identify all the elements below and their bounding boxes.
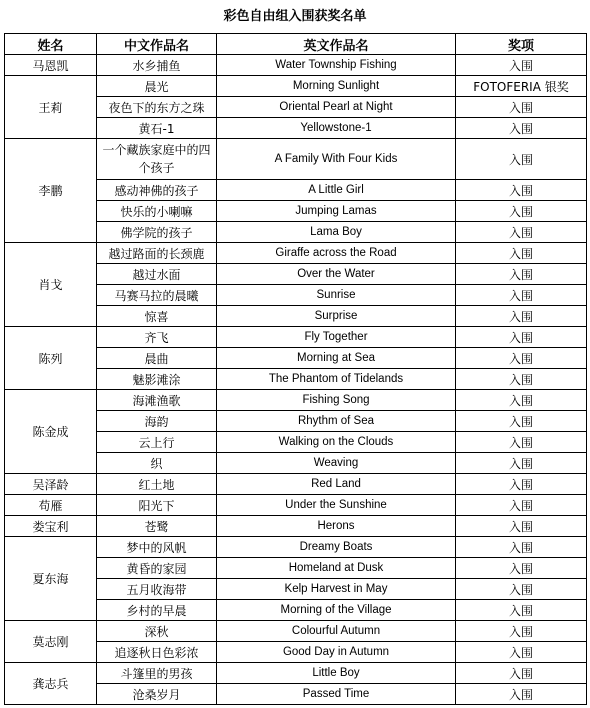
cell-photographer-name: 肖戈	[5, 243, 97, 327]
cell-english-title: Morning at Sea	[217, 348, 456, 369]
table-row	[5, 474, 587, 495]
cell-chinese-title: 沧桑岁月	[97, 684, 217, 705]
cell-english-title: Morning of the Village	[217, 600, 456, 621]
table-row	[5, 76, 587, 97]
table-row	[5, 537, 587, 558]
table-body	[5, 55, 587, 705]
cell-english-title: Colourful Autumn	[217, 621, 456, 642]
cell-english-title: A Family With Four Kids	[217, 139, 456, 180]
cell-award: 入围	[456, 97, 587, 118]
cell-chinese-title: 一个藏族家庭中的四个孩子	[97, 139, 217, 180]
cell-award: 入围	[456, 55, 587, 76]
cell-chinese-title: 五月收海带	[97, 579, 217, 600]
table-row	[5, 516, 587, 537]
cell-award: 入围	[456, 558, 587, 579]
cell-english-title: Sunrise	[217, 285, 456, 306]
cell-english-title: Yellowstone-1	[217, 118, 456, 139]
cell-english-title: The Phantom of Tidelands	[217, 369, 456, 390]
cell-chinese-title: 苍鹭	[97, 516, 217, 537]
cell-award: 入围	[456, 327, 587, 348]
table-row	[5, 55, 587, 76]
cell-photographer-name: 苟雁	[5, 495, 97, 516]
cell-chinese-title: 斗篷里的男孩	[97, 663, 217, 684]
cell-chinese-title: 黄石-1	[97, 118, 217, 139]
table-row	[5, 327, 587, 348]
table-row	[5, 390, 587, 411]
cell-award: 入围	[456, 222, 587, 243]
table-row	[5, 621, 587, 642]
cell-award: 入围	[456, 118, 587, 139]
cell-english-title: A Little Girl	[217, 180, 456, 201]
cell-english-title: Morning Sunlight	[217, 76, 456, 97]
cell-award: 入围	[456, 411, 587, 432]
cell-photographer-name: 陈金成	[5, 390, 97, 474]
cell-chinese-title: 越过路面的长颈鹿	[97, 243, 217, 264]
cell-award: 入围	[456, 264, 587, 285]
cell-english-title: Good Day in Autumn	[217, 642, 456, 663]
cell-chinese-title: 梦中的风帆	[97, 537, 217, 558]
table-row	[5, 139, 587, 180]
cell-award: 入围	[456, 348, 587, 369]
cell-photographer-name: 马恩凯	[5, 55, 97, 76]
cell-award: 入围	[456, 642, 587, 663]
cell-chinese-title: 惊喜	[97, 306, 217, 327]
cell-award: 入围	[456, 474, 587, 495]
table-header-row	[5, 34, 587, 55]
cell-photographer-name: 莫志刚	[5, 621, 97, 663]
cell-award: 入围	[456, 285, 587, 306]
cell-award: 入围	[456, 621, 587, 642]
cell-award: 入围	[456, 139, 587, 180]
cell-award: 入围	[456, 516, 587, 537]
table-row	[5, 243, 587, 264]
cell-chinese-title: 深秋	[97, 621, 217, 642]
cell-chinese-title: 夜色下的东方之珠	[97, 97, 217, 118]
cell-photographer-name: 龚志兵	[5, 663, 97, 705]
cell-chinese-title: 乡村的早晨	[97, 600, 217, 621]
cell-english-title: Weaving	[217, 453, 456, 474]
cell-english-title: Red Land	[217, 474, 456, 495]
header-award: 奖项	[456, 34, 587, 55]
cell-chinese-title: 黄昏的家园	[97, 558, 217, 579]
cell-award: 入围	[456, 369, 587, 390]
cell-award: 入围	[456, 243, 587, 264]
cell-chinese-title: 海滩渔歌	[97, 390, 217, 411]
cell-award: 入围	[456, 537, 587, 558]
award-table	[4, 33, 587, 705]
table-row	[5, 495, 587, 516]
cell-photographer-name: 吴泽龄	[5, 474, 97, 495]
cell-chinese-title: 阳光下	[97, 495, 217, 516]
cell-award: 入围	[456, 495, 587, 516]
cell-english-title: Little Boy	[217, 663, 456, 684]
cell-english-title: Oriental Pearl at Night	[217, 97, 456, 118]
cell-award: 入围	[456, 600, 587, 621]
cell-english-title: Under the Sunshine	[217, 495, 456, 516]
table-row	[5, 663, 587, 684]
cell-english-title: Surprise	[217, 306, 456, 327]
cell-award: 入围	[456, 390, 587, 411]
cell-english-title: Fishing Song	[217, 390, 456, 411]
header-chinese-title: 中文作品名	[97, 34, 217, 55]
cell-chinese-title: 水乡捕鱼	[97, 55, 217, 76]
cell-chinese-title: 追逐秋日色彩浓	[97, 642, 217, 663]
cell-english-title: Jumping Lamas	[217, 201, 456, 222]
cell-photographer-name: 娄宝利	[5, 516, 97, 537]
document-title: 彩色自由组入围获奖名单	[223, 9, 367, 24]
cell-chinese-title: 晨光	[97, 76, 217, 97]
cell-english-title: Over the Water	[217, 264, 456, 285]
cell-english-title: Walking on the Clouds	[217, 432, 456, 453]
cell-english-title: Lama Boy	[217, 222, 456, 243]
cell-award: 入围	[456, 684, 587, 705]
cell-chinese-title: 织	[97, 453, 217, 474]
cell-award: 入围	[456, 663, 587, 684]
cell-chinese-title: 齐飞	[97, 327, 217, 348]
cell-award: 入围	[456, 306, 587, 327]
cell-english-title: Rhythm of Sea	[217, 411, 456, 432]
cell-photographer-name: 李鹏	[5, 139, 97, 243]
cell-english-title: Giraffe across the Road	[217, 243, 456, 264]
cell-chinese-title: 晨曲	[97, 348, 217, 369]
cell-chinese-title: 快乐的小喇嘛	[97, 201, 217, 222]
cell-photographer-name: 夏东海	[5, 537, 97, 621]
cell-chinese-title: 佛学院的孩子	[97, 222, 217, 243]
cell-chinese-title: 感动神佛的孩子	[97, 180, 217, 201]
header-english-title: 英文作品名	[217, 34, 456, 55]
cell-photographer-name: 陈列	[5, 327, 97, 390]
cell-award: 入围	[456, 453, 587, 474]
cell-chinese-title: 马赛马拉的晨曦	[97, 285, 217, 306]
cell-award: 入围	[456, 201, 587, 222]
cell-chinese-title: 红土地	[97, 474, 217, 495]
cell-chinese-title: 越过水面	[97, 264, 217, 285]
cell-english-title: Herons	[217, 516, 456, 537]
cell-award: 入围	[456, 432, 587, 453]
cell-english-title: Homeland at Dusk	[217, 558, 456, 579]
cell-english-title: Passed Time	[217, 684, 456, 705]
cell-chinese-title: 魅影滩涂	[97, 369, 217, 390]
cell-photographer-name: 王莉	[5, 76, 97, 139]
header-name: 姓名	[5, 34, 97, 55]
cell-chinese-title: 海韵	[97, 411, 217, 432]
cell-award: FOTOFERIA 银奖	[456, 76, 587, 97]
cell-english-title: Dreamy Boats	[217, 537, 456, 558]
cell-english-title: Water Township Fishing	[217, 55, 456, 76]
cell-award: 入围	[456, 180, 587, 201]
cell-award: 入围	[456, 579, 587, 600]
cell-english-title: Kelp Harvest in May	[217, 579, 456, 600]
cell-chinese-title: 云上行	[97, 432, 217, 453]
cell-english-title: Fly Together	[217, 327, 456, 348]
